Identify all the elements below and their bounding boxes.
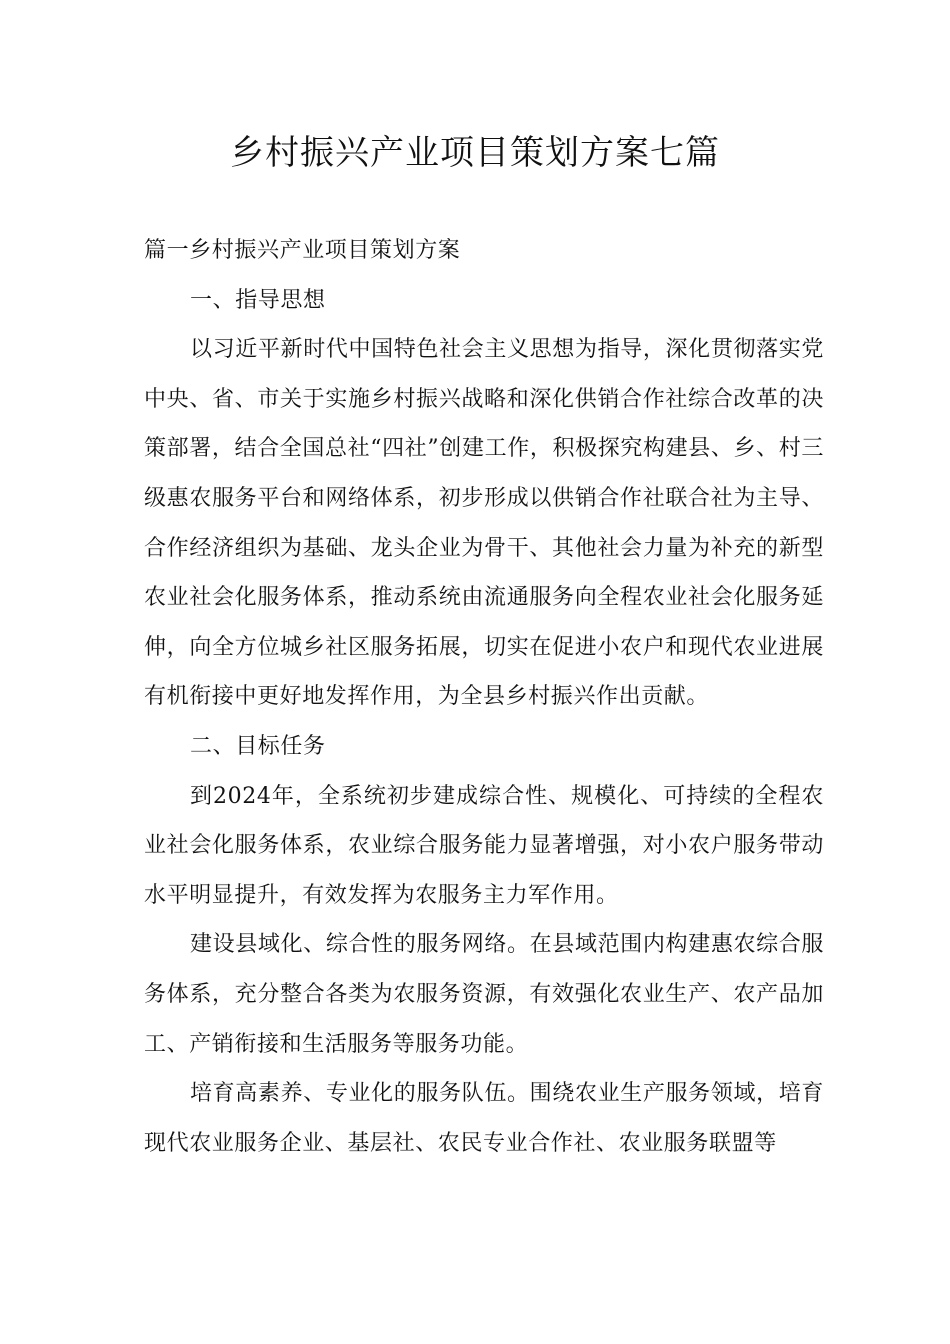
section-heading-goals: 二、目标任务 xyxy=(190,733,326,759)
section-heading-guiding-ideology: 一、指导思想 xyxy=(190,287,326,313)
document-body xyxy=(144,226,824,1168)
paragraph-goals-2024: 到2024年，全系统初步建成综合性、规模化、可持续的全程农业社会化服务体系，农业综合服务能力显著增强，对小农户服务带动水平明显提升，有效发挥为农服务主力军作用。 xyxy=(144,783,824,908)
article-subtitle: 篇一乡村振兴产业项目策划方案 xyxy=(144,238,461,263)
paragraph-guiding-ideology: 以习近平新时代中国特色社会主义思想为指导，深化贯彻落实党中央、省、市关于实施乡村振兴战略和深化供销合作社综合改革的决策部署，结合全国总社“四社”创建工作，积极探究构建县、乡、村三级惠农服务平台和网络体系，初步形成以供销合作社联合社为主导、合作经济组织为基础、龙头企业为骨干、其他社会力量为补充的新型农业社会化服务体系，推动系统由流通服务向全程农业社会化服务延伸，向全方位城乡社区服务拓展，切实在促进小农户和现代农业进展有机衔接中更好地发挥作用，为全县乡村振兴作出贡献。 xyxy=(144,337,824,710)
paragraph-service-team: 培育高素养、专业化的服务队伍。围绕农业生产服务领域，培育现代农业服务企业、基层社、农民专业合作社、农业服务联盟等 xyxy=(144,1081,824,1156)
document-title: 乡村振兴产业项目策划方案七篇 xyxy=(230,133,720,173)
paragraph-service-network: 建设县域化、综合性的服务网络。在县域范围内构建惠农综合服务体系，充分整合各类为农服务资源，有效强化农业生产、农产品加工、产销衔接和生活服务等服务功能。 xyxy=(144,932,824,1057)
